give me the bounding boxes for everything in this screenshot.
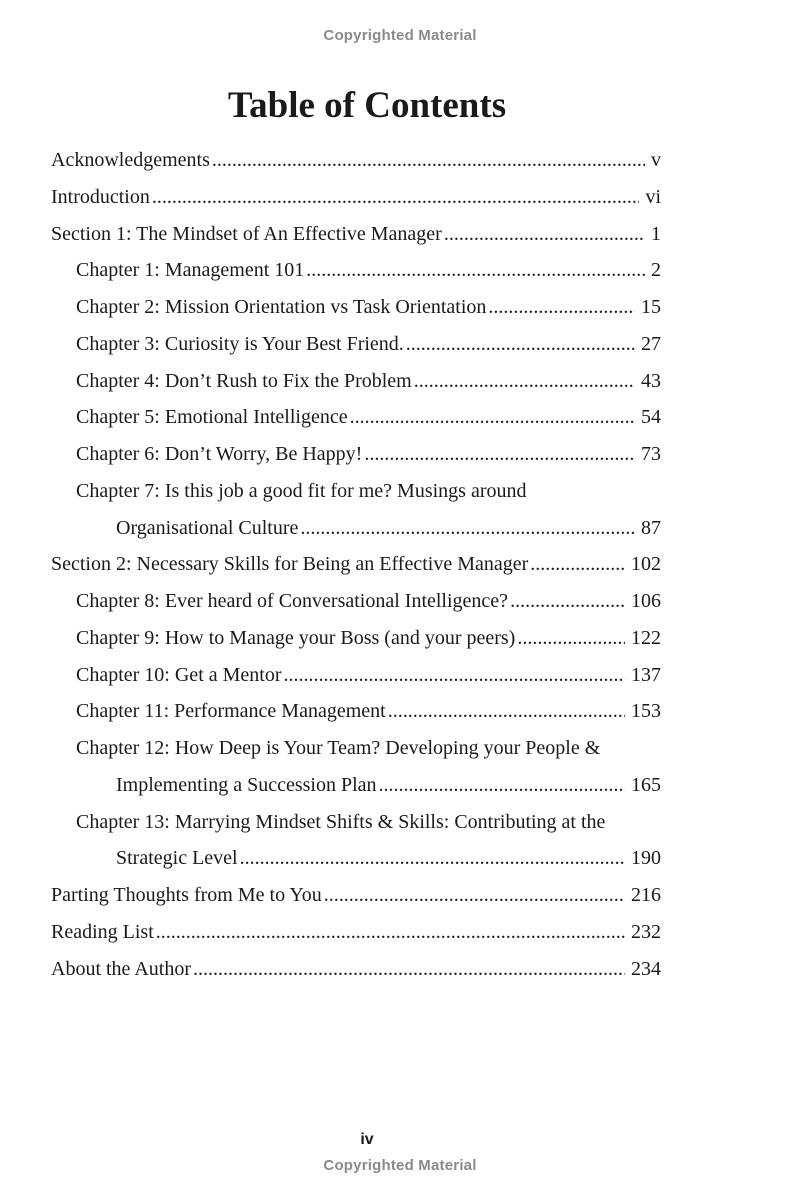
toc-line	[76, 436, 661, 473]
dot-leader	[510, 583, 625, 620]
toc-entry-title: Chapter 12: How Deep is Your Team? Developing your People &	[76, 737, 601, 759]
toc-line	[76, 693, 661, 730]
toc-line	[76, 730, 661, 767]
toc-line	[76, 252, 661, 289]
toc-line-continuation	[76, 840, 661, 877]
toc-page-number: 102	[631, 553, 661, 576]
toc-entry-title: Chapter 8: Ever heard of Conversational Intelligence?	[76, 590, 509, 612]
toc-entry-chapter-1	[51, 252, 661, 289]
toc-page-number: 190	[631, 847, 661, 870]
dot-leader	[488, 289, 635, 326]
dot-leader	[414, 363, 635, 400]
toc-page-number: v	[651, 149, 661, 171]
toc-page-number: 234	[631, 957, 661, 980]
toc-line	[76, 804, 661, 841]
toc-entry-chapter-4	[51, 363, 661, 400]
toc-line	[51, 546, 661, 583]
page-title: Table of Contents	[227, 85, 507, 126]
toc-entry-title: Chapter 7: Is this job a good fit for me? Musings around	[76, 479, 527, 502]
toc-line	[76, 620, 661, 657]
toc-entry-section-1	[51, 216, 661, 253]
toc-entry-chapter-3	[51, 326, 661, 363]
table-of-contents	[51, 142, 661, 987]
dot-leader	[350, 399, 635, 436]
toc-page-number: vi	[645, 185, 661, 208]
toc-line	[76, 473, 661, 510]
dot-leader	[300, 510, 635, 547]
toc-page-number: 1	[651, 222, 661, 245]
toc-page-number: 54	[641, 406, 661, 429]
toc-entry-title: Introduction	[51, 185, 150, 208]
toc-line	[51, 216, 661, 253]
toc-page-number: 153	[631, 700, 661, 723]
toc-entry-title: Chapter 10: Get a Mentor	[76, 663, 282, 686]
toc-entry-title: Parting Thoughts from Me to You	[51, 884, 322, 906]
dot-leader	[212, 142, 645, 179]
toc-entry-chapter-7	[51, 473, 661, 547]
toc-line-continuation	[76, 767, 661, 804]
toc-entry-title: Chapter 6: Don’t Worry, Be Happy!	[76, 443, 363, 465]
copyright-watermark-top: Copyrighted Material	[323, 27, 477, 44]
toc-line	[76, 657, 661, 694]
toc-entry-about-the-author	[51, 951, 661, 988]
dot-leader	[193, 951, 625, 988]
toc-line	[76, 289, 661, 326]
toc-page-number: 2	[651, 259, 661, 282]
toc-entry-section-2	[51, 546, 661, 583]
dot-leader	[156, 914, 625, 951]
dot-leader	[388, 693, 625, 730]
toc-entry-title: Chapter 13: Marrying Mindset Shifts & Skills: Contributing at the	[76, 810, 606, 833]
dot-leader	[240, 840, 625, 877]
toc-entry-chapter-6	[51, 436, 661, 473]
toc-line	[76, 363, 661, 400]
toc-page-number: 216	[631, 884, 661, 906]
toc-entry-title: Chapter 2: Mission Orientation vs Task Orientation	[76, 296, 487, 318]
toc-page-number: 87	[641, 516, 661, 539]
dot-leader	[530, 546, 625, 583]
toc-page-number: 27	[641, 332, 661, 355]
toc-entry-chapter-2	[51, 289, 661, 326]
toc-entry-title: About the Author	[51, 957, 191, 980]
toc-entry-title: Acknowledgements	[51, 149, 210, 171]
toc-entry-parting-thoughts	[51, 877, 661, 914]
toc-page-number: 232	[631, 920, 661, 943]
toc-entry-title: Section 2: Necessary Skills for Being an Effective Manager	[51, 553, 529, 576]
dot-leader	[306, 252, 645, 289]
toc-page-number: 122	[631, 626, 661, 649]
dot-leader	[324, 877, 625, 914]
toc-entry-title-continued: Strategic Level	[116, 847, 238, 870]
toc-line	[76, 583, 661, 620]
toc-line	[76, 399, 661, 436]
toc-line	[51, 877, 661, 914]
dot-leader	[379, 767, 625, 804]
toc-entry-title-continued: Organisational Culture	[116, 516, 299, 539]
toc-line	[51, 142, 661, 179]
page-number: iv	[360, 1131, 374, 1148]
toc-entry-title: Chapter 9: How to Manage your Boss (and your peers)	[76, 626, 516, 649]
dot-leader	[284, 657, 626, 694]
toc-page-number: 15	[641, 296, 661, 318]
toc-entry-reading-list	[51, 914, 661, 951]
toc-page-number: 43	[641, 369, 661, 392]
toc-line	[51, 951, 661, 988]
dot-leader	[152, 179, 640, 216]
dot-leader	[406, 326, 635, 363]
copyright-watermark-bottom: Copyrighted Material	[323, 1157, 477, 1174]
toc-entry-title: Reading List	[51, 920, 154, 943]
toc-line	[51, 914, 661, 951]
toc-entry-acknowledgements	[51, 142, 661, 179]
toc-entry-chapter-9	[51, 620, 661, 657]
toc-page-number: 165	[631, 773, 661, 796]
dot-leader	[364, 436, 635, 473]
dot-leader	[517, 620, 625, 657]
toc-entry-chapter-5	[51, 399, 661, 436]
dot-leader	[444, 216, 645, 253]
toc-entry-chapter-11	[51, 693, 661, 730]
toc-line	[51, 179, 661, 216]
toc-entry-title: Chapter 3: Curiosity is Your Best Friend.	[76, 332, 404, 355]
toc-page-number: 106	[631, 590, 661, 612]
toc-line	[76, 326, 661, 363]
toc-entry-chapter-10	[51, 657, 661, 694]
toc-page-number: 137	[631, 663, 661, 686]
toc-entry-chapter-13	[51, 804, 661, 878]
toc-entry-title: Chapter 1: Management 101	[76, 259, 305, 282]
toc-entry-title: Chapter 4: Don’t Rush to Fix the Problem	[76, 369, 412, 392]
toc-line-continuation	[76, 510, 661, 547]
toc-entry-title: Chapter 11: Performance Management	[76, 700, 386, 723]
toc-entry-chapter-8	[51, 583, 661, 620]
toc-entry-title: Chapter 5: Emotional Intelligence	[76, 406, 348, 429]
toc-entry-title-continued: Implementing a Succession Plan	[116, 773, 377, 796]
toc-entry-chapter-12	[51, 730, 661, 804]
toc-entry-title: Section 1: The Mindset of An Effective Manager	[51, 222, 442, 245]
toc-entry-introduction	[51, 179, 661, 216]
toc-page-number: 73	[641, 443, 661, 465]
